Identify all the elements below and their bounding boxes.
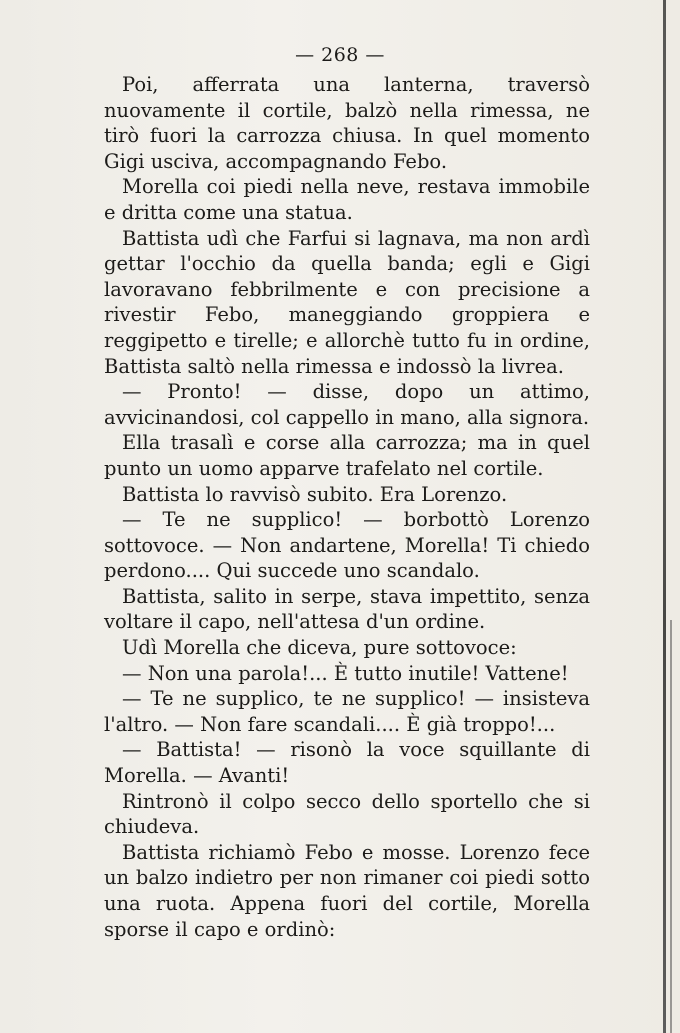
paragraph: — Pronto! — disse, dopo un attimo, avvicinandosi, col cappello in mano, alla signora. [104,380,590,429]
paragraph: Battista udì che Farfui si lagnava, ma non ardì gettar l'occhio da quella banda; egli e Gigi lavoravano febbrilmente e con precisione a rivestir Febo, maneggiando groppiera e reggipetto e tirelle; e allorchè tutto fu in ordine, Battista saltò nella rimessa e indossò la livrea. [104,226,590,378]
paragraph: Rintronò il colpo secco dello sportello che si chiudeva. [104,789,590,839]
page-number-header: — 268 — [295,44,385,66]
paragraph: — Te ne supplico, te ne supplico! — insisteva l'altro. — Non fare scandali.... È già troppo!... [104,687,590,736]
paragraph: Udì Morella che diceva, pure sottovoce: [122,636,517,660]
paragraph: Ella trasalì e corse alla carrozza; ma in quel punto un uomo apparve trafelato nel cortile. [104,431,590,480]
paragraph: Battista richiamò Febo e mosse. Lorenzo fece un balzo indietro per non rimaner coi piedi sotto una ruota. Appena fuori del cortile, Morella sporse il capo e ordinò: [104,840,590,941]
paragraph: — Te ne supplico! — borbottò Lorenzo sottovoce. — Non andartene, Morella! Ti chiedo perdono.... Qui succede uno scandalo. [104,508,590,583]
paragraph: Morella coi piedi nella neve, restava immobile e dritta come una statua. [104,175,590,224]
page-binding-shadow [670,620,672,1033]
paragraph: Battista, salito in serpe, stava impettito, senza voltare il capo, nell'attesa d'un ordine. [104,584,590,634]
paragraph: Poi, afferrata una lanterna, traversò nuovamente il cortile, balzò nella rimessa, ne tirò fuori la carrozza chiusa. In quel momento Gigi usciva, accompagnando Febo. [104,73,590,173]
paragraph: — Battista! — risonò la voce squillante di Morella. — Avanti! [104,738,590,788]
paragraph: Battista lo ravvisò subito. Era Lorenzo. [122,482,508,506]
body-text [104,72,590,942]
paragraph: — Non una parola!... È tutto inutile! Vattene! [122,661,569,685]
page-binding-edge [663,0,666,1033]
